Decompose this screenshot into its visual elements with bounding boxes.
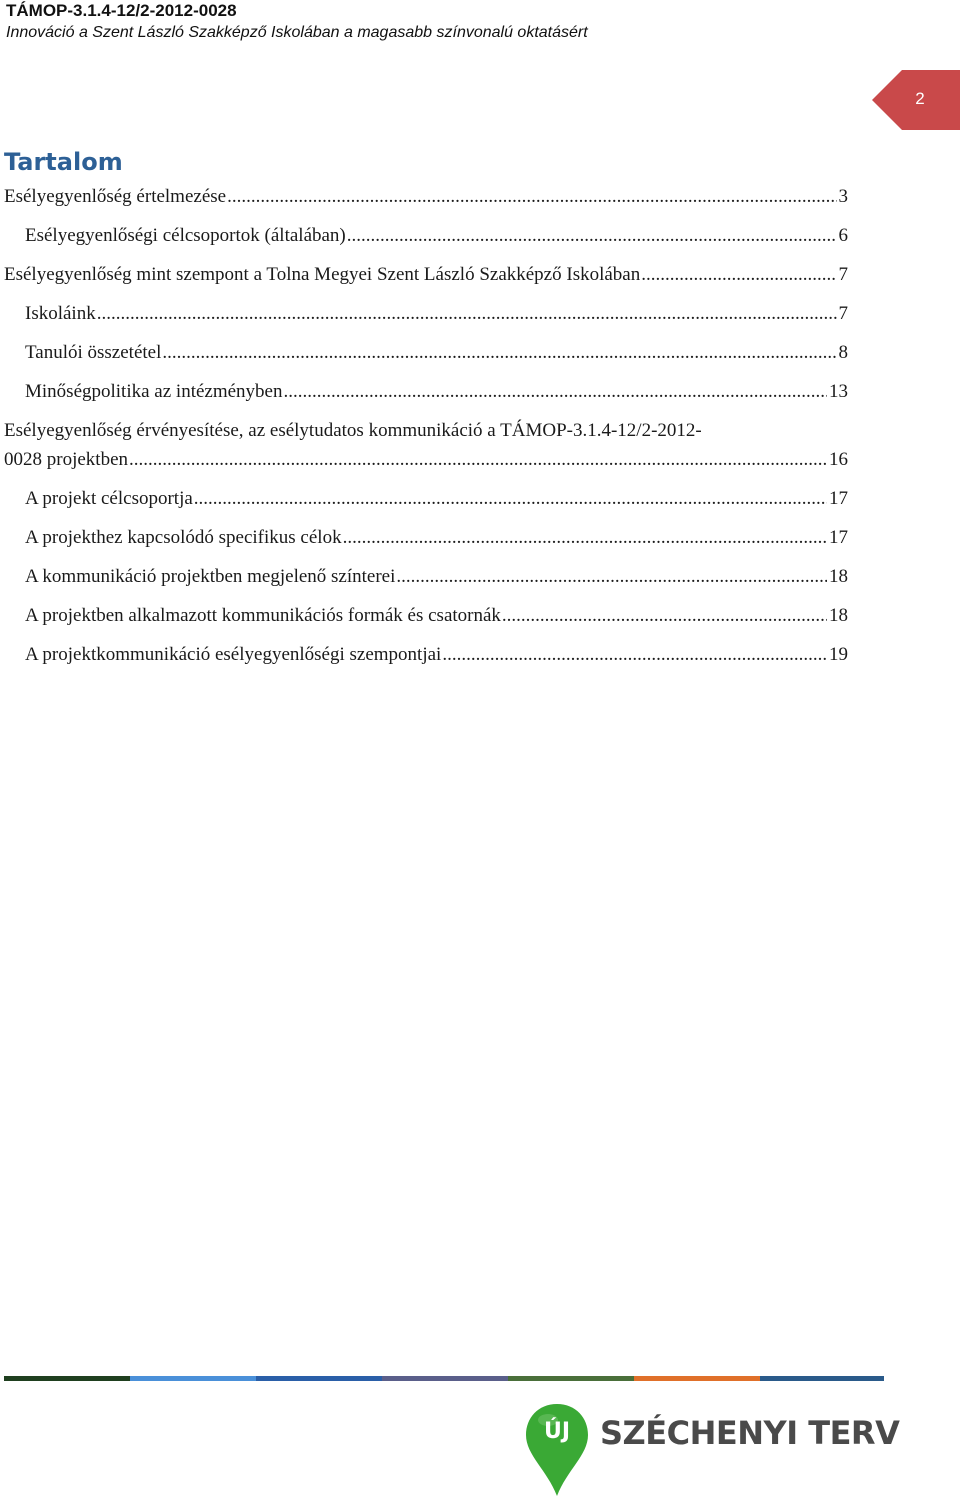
toc-entry-title: A projektkommunikáció esélyegyenlőségi szempontjai (25, 644, 442, 665)
footer-bar-segment (760, 1376, 884, 1381)
toc-entry-page: 3 (838, 186, 848, 207)
footer-bar-segment (4, 1376, 130, 1381)
toc-dot-leader (162, 341, 836, 365)
toc-entry[interactable] (25, 302, 848, 326)
toc-heading: Tartalom (4, 148, 123, 176)
footer-bar-segment (634, 1376, 760, 1381)
toc-entry-page: 7 (838, 264, 848, 285)
toc-entry[interactable] (25, 565, 848, 589)
toc-entry[interactable] (4, 185, 848, 209)
toc-entry[interactable] (25, 604, 848, 628)
toc-entry-page: 6 (838, 225, 848, 246)
toc-entry[interactable] (25, 487, 848, 511)
document-project-subtitle: Innováció a Szent László Szakképző Iskolában a magasabb színvonalú oktatásért (6, 24, 588, 41)
map-pin-icon (522, 1400, 592, 1500)
toc-entry-title: Minőségpolitika az intézményben (25, 381, 283, 402)
toc-entry-title: Iskoláink (25, 303, 96, 324)
page-number-tab (872, 70, 960, 130)
toc-entry-page: 7 (838, 303, 848, 324)
toc-entry-page: 19 (829, 644, 848, 665)
toc-entry-title-line2: 0028 projektben (4, 449, 129, 470)
toc-dot-leader (641, 263, 836, 287)
page-number: 2 (915, 89, 925, 108)
toc-entry-title: Esélyegyenlőség mint szempont a Tolna Megyei Szent László Szakképző Iskolában (4, 264, 641, 285)
toc-entry-page: 17 (829, 527, 848, 548)
toc-dot-leader (129, 448, 827, 472)
footer-color-bar (4, 1376, 884, 1381)
toc-entry[interactable] (25, 526, 848, 550)
logo-badge-text: ÚJ (543, 1419, 571, 1444)
toc-entry[interactable] (25, 380, 848, 404)
toc-entry-title: A kommunikáció projektben megjelenő színterei (25, 566, 396, 587)
toc-dot-leader (283, 380, 827, 404)
toc-entry[interactable] (25, 224, 848, 248)
footer-bar-segment (130, 1376, 256, 1381)
footer-bar-segment (256, 1376, 382, 1381)
toc-entry-title: Tanulói összetétel (25, 342, 162, 363)
toc-entry[interactable] (4, 419, 848, 473)
toc-entry[interactable] (25, 341, 848, 365)
toc-entry[interactable] (25, 643, 848, 667)
toc-entry-page: 17 (829, 488, 848, 509)
toc-entry-title: A projekt célcsoportja (25, 488, 193, 509)
toc-entry-title: Esélyegyenlőségi célcsoportok (általában) (25, 225, 346, 246)
toc-entry-page: 18 (829, 566, 848, 587)
szechenyi-terv-logo (522, 1400, 900, 1500)
toc-entry-page: 16 (829, 449, 848, 470)
toc-dot-leader (227, 185, 836, 209)
toc-entry-title-line1: Esélyegyenlőség érvényesítése, az esélytudatos kommunikáció a TÁMOP-3.1.4-12/2-2012- (4, 420, 702, 441)
toc-entry-page: 8 (838, 342, 848, 363)
toc-dot-leader (442, 643, 827, 667)
document-project-code: TÁMOP-3.1.4-12/2-2012-0028 (6, 1, 237, 20)
logo-wordmark: SZÉCHENYI TERV (600, 1414, 900, 1452)
toc-entry[interactable] (4, 263, 848, 287)
toc-dot-leader (194, 487, 827, 511)
toc-dot-leader (347, 224, 837, 248)
footer-bar-segment (382, 1376, 508, 1381)
footer-bar-segment (508, 1376, 634, 1381)
toc-entry-page: 18 (829, 605, 848, 626)
toc-dot-leader (343, 526, 827, 550)
toc-entry-title: Esélyegyenlőség értelmezése (4, 186, 227, 207)
toc-dot-leader (502, 604, 827, 628)
toc-dot-leader (97, 302, 837, 326)
toc-entry-title: A projektben alkalmazott kommunikációs formák és csatornák (25, 605, 501, 626)
toc-entry-title: A projekthez kapcsolódó specifikus célok (25, 527, 342, 548)
toc-dot-leader (396, 565, 827, 589)
toc-entry-page: 13 (829, 381, 848, 402)
